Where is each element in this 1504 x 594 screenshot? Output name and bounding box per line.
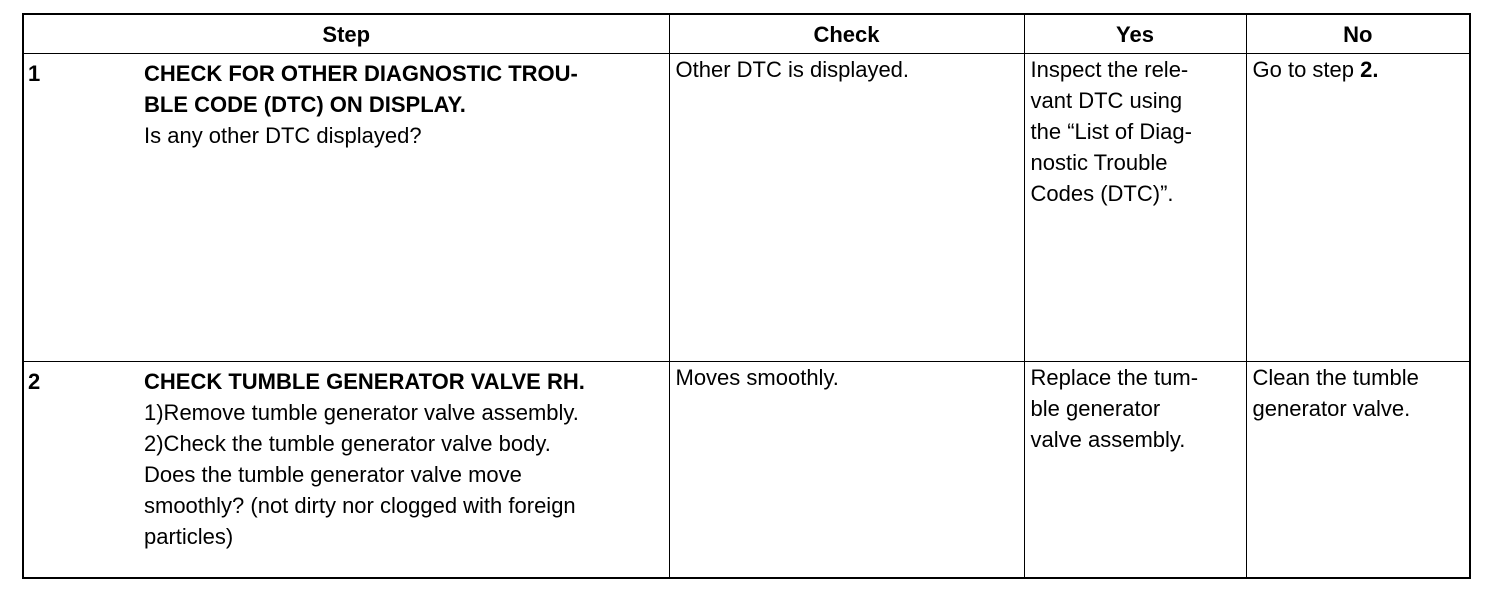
diagnostic-table <box>22 13 1471 579</box>
header-row <box>23 14 1470 54</box>
step-body-line: 2)Check the tumble generator valve body. <box>144 431 551 457</box>
no-line: Clean the tumble <box>1252 365 1419 391</box>
yes-line: Inspect the rele- <box>1030 57 1189 82</box>
check-cell <box>669 54 1024 362</box>
check-cell <box>669 362 1024 578</box>
no-text: Go to step <box>1252 57 1361 82</box>
yes-cell <box>1024 54 1246 362</box>
yes-line: Codes (DTC)”. <box>1030 181 1174 206</box>
step-number: 2 <box>28 369 41 395</box>
step-body-line: Is any other DTC displayed? <box>144 123 422 148</box>
header-yes: Yes <box>1024 14 1246 54</box>
step-description <box>144 366 669 552</box>
step-title-line: CHECK FOR OTHER DIAGNOSTIC TROU- <box>144 61 578 86</box>
step-number: 1 <box>28 61 41 86</box>
step-body-line: 1)Remove tumble generator valve assembly. <box>144 400 579 426</box>
header-step: Step <box>23 14 669 54</box>
step-cell <box>23 54 669 362</box>
no-line: generator valve. <box>1252 396 1411 422</box>
step-body-line: Does the tumble generator valve move <box>144 462 522 488</box>
header-check: Check <box>669 14 1024 54</box>
no-cell <box>1246 362 1470 578</box>
yes-line: Replace the tum- <box>1030 365 1199 391</box>
yes-line: ble generator <box>1030 396 1161 422</box>
step-body-line: smoothly? (not dirty nor clogged with foreign <box>144 493 576 519</box>
step-description <box>144 58 669 151</box>
no-step-ref: 2. <box>1360 57 1379 82</box>
no-cell <box>1246 54 1470 362</box>
step-title-line: BLE CODE (DTC) ON DISPLAY. <box>144 92 466 117</box>
table-row <box>23 54 1470 362</box>
step-title-line: CHECK TUMBLE GENERATOR VALVE RH. <box>144 369 585 395</box>
step-body-line: particles) <box>144 524 234 550</box>
yes-cell <box>1024 362 1246 578</box>
yes-line: the “List of Diag- <box>1030 119 1192 144</box>
yes-line: nostic Trouble <box>1030 150 1168 175</box>
yes-line: vant DTC using <box>1030 88 1183 113</box>
table-row <box>23 362 1470 578</box>
yes-line: valve assembly. <box>1030 427 1186 453</box>
header-no: No <box>1246 14 1470 54</box>
check-text: Moves smoothly. <box>675 365 839 391</box>
check-text: Other DTC is displayed. <box>675 57 910 82</box>
step-cell <box>23 362 669 578</box>
